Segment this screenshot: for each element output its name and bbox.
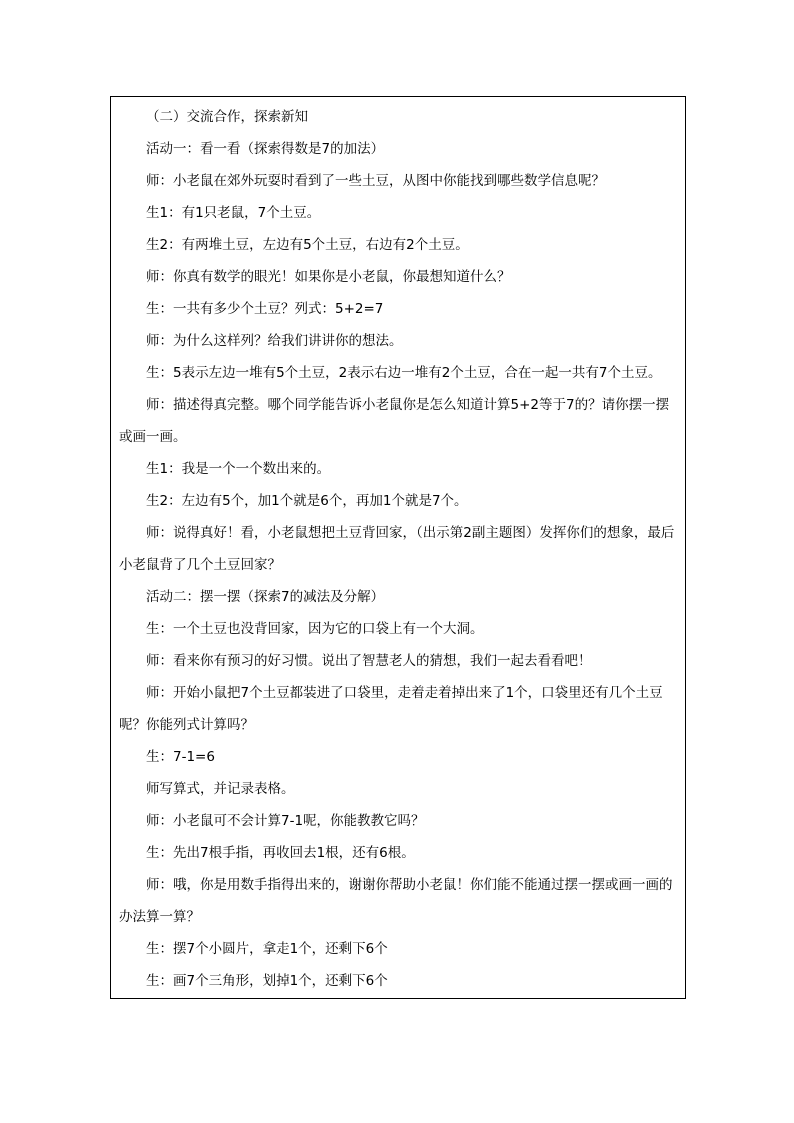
dialogue-line: 生：5表示左边一堆有5个土豆，2表示右边一堆有2个土豆，合在一起一共有7个土豆。 bbox=[146, 365, 662, 381]
dialogue-line: 生1：我是一个一个数出来的。 bbox=[146, 461, 331, 477]
dialogue-line: 生2：左边有5个，加1个就是6个，再加1个就是7个。 bbox=[146, 493, 468, 509]
dialogue-line: 师：描述得真完整。哪个同学能告诉小老鼠你是怎么知道计算5+2等于7的？请你摆一摆或画一画。 bbox=[119, 397, 670, 445]
activity-two-heading: 活动二：摆一摆（探索7的减法及分解） bbox=[146, 589, 385, 605]
dialogue-line: 生：先出7根手指，再收回去1根，还有6根。 bbox=[146, 845, 415, 861]
dialogue-line: 师：看来你有预习的好习惯。说出了智慧老人的猜想，我们一起去看看吧！ bbox=[146, 653, 592, 669]
dialogue-line: 师：说得真好！看，小老鼠想把土豆背回家，（出示第2副主题图）发挥你们的想象，最后小老鼠背了几个土豆回家？ bbox=[119, 525, 675, 573]
dialogue-line: 生：摆7个小圆片，拿走1个，还剩下6个 bbox=[146, 941, 388, 957]
dialogue-line: 生1：有1只老鼠，7个土豆。 bbox=[146, 205, 321, 221]
lesson-table-cell bbox=[110, 96, 686, 999]
dialogue-line: 师写算式，并记录表格。 bbox=[146, 781, 295, 797]
dialogue-line: 师：为什么这样列？给我们讲讲你的想法。 bbox=[146, 333, 403, 349]
dialogue-line: 生：一个土豆也没背回家，因为它的口袋上有一个大洞。 bbox=[146, 621, 484, 637]
dialogue-line: 师：小老鼠可不会计算7-1呢，你能教教它吗？ bbox=[146, 813, 425, 829]
dialogue-line: 师：你真有数学的眼光！如果你是小老鼠，你最想知道什么？ bbox=[146, 269, 511, 285]
lesson-content bbox=[111, 97, 685, 997]
dialogue-line: 师：哦，你是用数手指得出来的，谢谢你帮助小老鼠！你们能不能通过摆一摆或画一画的办法算一算？ bbox=[119, 877, 673, 925]
dialogue-line: 生：一共有多少个土豆？列式：5+2=7 bbox=[146, 301, 384, 317]
activity-one-heading: 活动一：看一看（探索得数是7的加法） bbox=[146, 141, 385, 157]
dialogue-line: 生：7-1=6 bbox=[146, 749, 215, 765]
dialogue-line: 师：小老鼠在郊外玩耍时看到了一些土豆，从图中你能找到哪些数学信息呢？ bbox=[146, 173, 605, 189]
dialogue-line: 生2：有两堆土豆，左边有5个土豆，右边有2个土豆。 bbox=[146, 237, 469, 253]
dialogue-line: 师：开始小鼠把7个土豆都装进了口袋里，走着走着掉出来了1个，口袋里还有几个土豆呢？你能列式计算吗？ bbox=[119, 685, 663, 733]
section-heading: （二）交流合作，探索新知 bbox=[146, 109, 308, 125]
dialogue-line: 生：画7个三角形，划掉1个，还剩下6个 bbox=[146, 973, 388, 989]
